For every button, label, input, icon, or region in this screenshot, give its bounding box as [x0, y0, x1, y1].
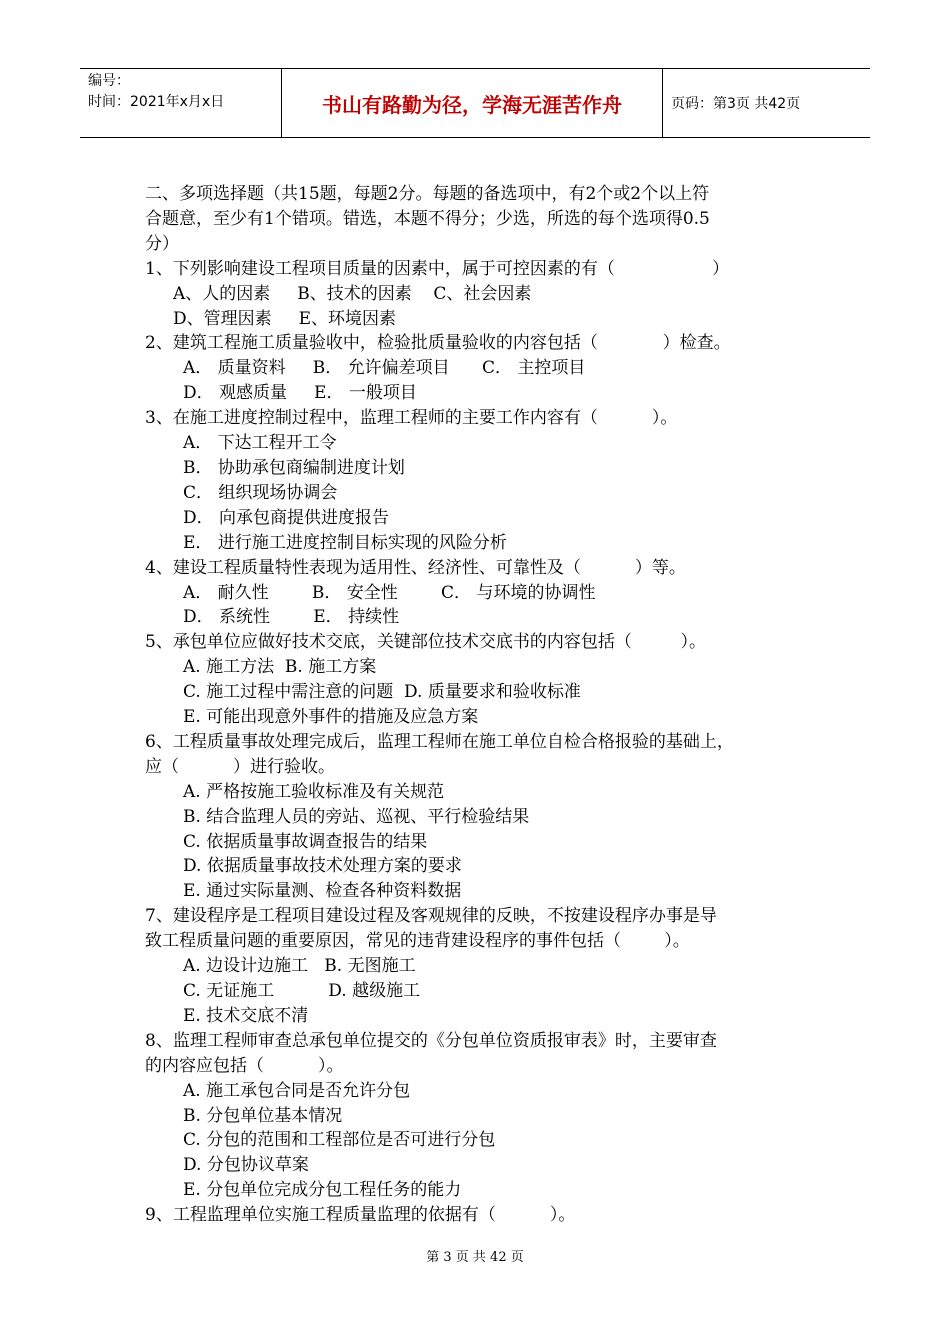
- question-3-option-b: B． 协助承包商编制进度计划: [183, 457, 405, 478]
- question-3-option-d: D． 向承包商提供进度报告: [183, 507, 390, 528]
- question-8-option-e: E. 分包单位完成分包工程任务的能力: [183, 1180, 462, 1201]
- question-5-options-row-2: C. 施工过程中需注意的问题 D. 质量要求和验收标准: [183, 682, 581, 703]
- question-5-options-row-1: A. 施工方法 B. 施工方案: [183, 657, 377, 678]
- question-8: 8、监理工程师审查总承包单位提交的《分包单位资质报审表》时，主要审查: [145, 1030, 717, 1051]
- question-5: 5、承包单位应做好技术交底，关键部位技术交底书的内容包括（ ）。: [145, 632, 706, 653]
- question-4-options-row-1: A． 耐久性 B． 安全性 C． 与环境的协调性: [183, 582, 596, 603]
- question-3: 3、在施工进度控制过程中，监理工程师的主要工作内容有（ ）。: [145, 408, 678, 429]
- question-3-option-a: A． 下达工程开工令: [183, 433, 337, 454]
- question-6-line-2: 应（ ）进行验收。: [145, 756, 336, 777]
- question-1: 1、下列影响建设工程项目质量的因素中，属于可控因素的有（ ）: [145, 258, 730, 279]
- question-8-option-b: B. 分包单位基本情况: [183, 1105, 343, 1126]
- number-label: 编号：: [88, 73, 130, 89]
- page-footer: 第 3 页 共 42 页: [426, 1250, 524, 1265]
- question-3-option-e: E． 进行施工进度控制目标实现的风险分析: [183, 532, 507, 553]
- question-1-options-row-1: A、人的因素 B、技术的因素 C、社会因素: [173, 283, 532, 304]
- question-7-line-2: 致工程质量问题的重要原因，常见的违背建设程序的事件包括（ ）。: [145, 931, 690, 952]
- question-8-option-d: D. 分包协议草案: [183, 1155, 309, 1176]
- page-header: [80, 68, 870, 138]
- question-9: 9、工程监理单位实施工程质量监理的依据有（ ）。: [145, 1205, 576, 1226]
- header-page-info: 页码：第3页 共42页: [671, 96, 801, 112]
- section-title: 二、多项选择题（共15题，每题2分。每题的备选项中，有2个或2个以上符: [145, 184, 710, 204]
- question-5-options-row-3: E. 可能出现意外事件的措施及应急方案: [183, 707, 479, 728]
- question-4: 4、建设工程质量特性表现为适用性、经济性、可靠性及（ ）等。: [145, 557, 686, 578]
- question-7-option-e: E. 技术交底不清: [183, 1005, 309, 1026]
- question-8-option-c: C. 分包的范围和工程部位是否可进行分包: [183, 1130, 496, 1151]
- question-8-line-2: 的内容应包括（ ）。: [145, 1055, 344, 1076]
- question-6-option-a: A. 严格按施工验收标准及有关规范: [183, 781, 445, 802]
- question-7-options-row-2: C. 无证施工 D. 越级施工: [183, 981, 421, 1001]
- question-7: 7、建设程序是工程项目建设过程及客观规律的反映，不按建设程序办事是导: [145, 906, 717, 927]
- time-label: 时间：2021年x月x日: [88, 94, 225, 110]
- question-2-options-row-1: A． 质量资料 B． 允许偏差项目 C． 主控项目: [183, 358, 586, 379]
- header-motto: 书山有路勤为径，学海无涯苦作舟: [282, 69, 663, 137]
- question-6-option-b: B. 结合监理人员的旁站、巡视、平行检验结果: [183, 806, 530, 827]
- question-4-options-row-2: D． 系统性 E． 持续性: [183, 607, 400, 628]
- header-meta: [80, 69, 282, 137]
- question-6-option-c: C. 依据质量事故调查报告的结果: [183, 831, 428, 852]
- question-8-option-a: A. 施工承包合同是否允许分包: [183, 1080, 411, 1101]
- question-2: 2、建筑工程施工质量验收中，检验批质量验收的内容包括（ ）检查。: [145, 333, 731, 354]
- question-6-option-d: D. 依据质量事故技术处理方案的要求: [183, 856, 462, 877]
- question-6: 6、工程质量事故处理完成后，监理工程师在施工单位自检合格报验的基础上，: [145, 731, 734, 752]
- section-title-line-2: 合题意，至少有1个错项。错选，本题不得分；少选，所选的每个选项得0.5: [145, 208, 710, 229]
- question-3-option-c: C． 组织现场协调会: [183, 482, 338, 503]
- question-2-options-row-2: D． 观感质量 E． 一般项目: [183, 383, 417, 404]
- section-title-line-3: 分）: [145, 233, 179, 254]
- question-7-options-row-1: A. 边设计边施工 B. 无图施工: [183, 956, 416, 977]
- question-1-options-row-2: D、管理因素 E、环境因素: [173, 308, 397, 329]
- document-body: [145, 182, 817, 1228]
- question-6-option-e: E. 通过实际量测、检查各种资料数据: [183, 881, 462, 902]
